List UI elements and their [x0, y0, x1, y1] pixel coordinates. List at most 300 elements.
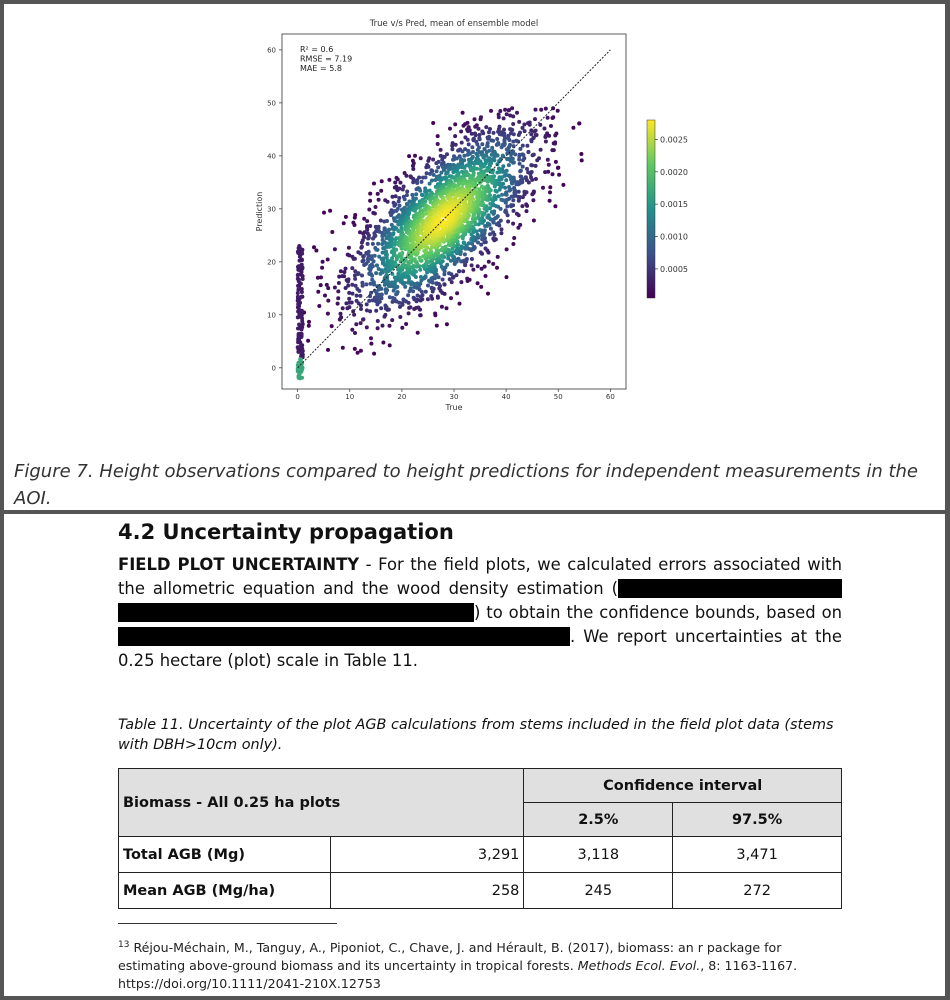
data-point	[404, 322, 408, 326]
data-point	[298, 345, 302, 349]
data-point	[467, 142, 471, 146]
row-value: 3,291	[330, 837, 524, 873]
field-plot-paragraph	[118, 553, 842, 673]
data-point	[470, 145, 474, 149]
data-point	[397, 196, 401, 200]
data-point	[300, 258, 304, 262]
data-point	[435, 281, 439, 285]
data-point	[487, 213, 491, 217]
data-point	[548, 190, 552, 194]
y-tick-label: 30	[267, 205, 276, 214]
data-point	[524, 202, 528, 206]
data-point	[391, 233, 395, 237]
data-point	[520, 204, 524, 208]
data-point	[296, 288, 300, 292]
data-point	[350, 301, 354, 305]
data-point	[445, 263, 449, 267]
data-point	[296, 273, 300, 277]
data-point	[466, 138, 470, 142]
data-point	[463, 252, 467, 256]
data-point	[387, 228, 391, 232]
data-point	[433, 178, 437, 182]
data-point	[359, 321, 363, 325]
data-point	[550, 148, 554, 152]
data-point	[471, 268, 475, 272]
data-point	[418, 256, 422, 260]
data-point	[548, 185, 552, 189]
data-point	[424, 274, 428, 278]
data-point	[535, 158, 539, 162]
data-point	[503, 186, 507, 190]
data-point	[518, 147, 522, 151]
data-point	[507, 138, 511, 142]
data-point	[433, 312, 437, 316]
footnote-text: Réjou-Méchain, M., Tanguy, A., Piponiot, C., Chave, J. and Hérault, B. (2017), biomass: an r package for estimating above-ground biomass and its uncertainty in tropical forests.	[118, 940, 782, 974]
data-point	[440, 305, 444, 309]
data-point	[462, 124, 466, 128]
data-point	[533, 117, 537, 121]
data-point	[296, 327, 300, 331]
data-point	[529, 163, 533, 167]
colorbar-tick-label: 0.0020	[660, 167, 688, 177]
confidence-interval-header: Confidence interval	[524, 769, 842, 803]
figure-panel	[4, 4, 945, 510]
data-point	[396, 290, 400, 294]
data-point	[376, 248, 380, 252]
y-tick-label: 0	[271, 364, 276, 373]
data-point	[400, 326, 404, 330]
data-point	[505, 204, 509, 208]
data-point	[330, 230, 334, 234]
data-point	[342, 270, 346, 274]
data-point	[298, 357, 302, 361]
data-point	[556, 109, 560, 113]
data-point	[503, 108, 507, 112]
data-point	[355, 294, 359, 298]
data-point	[357, 272, 361, 276]
data-point	[495, 143, 499, 147]
data-point	[579, 152, 583, 156]
colorbar	[647, 120, 655, 298]
data-point	[300, 368, 304, 372]
data-point	[522, 190, 526, 194]
data-point	[526, 150, 530, 154]
chart-title: True v/s Pred, mean of ensemble model	[369, 19, 539, 29]
data-point	[457, 148, 461, 152]
data-point	[435, 169, 439, 173]
data-point	[337, 281, 341, 285]
data-point	[448, 127, 452, 131]
data-point	[488, 202, 492, 206]
data-point	[387, 178, 391, 182]
data-point	[296, 302, 300, 306]
data-point	[354, 322, 358, 326]
data-point	[493, 158, 497, 162]
x-tick-label: 0	[295, 393, 300, 401]
data-point	[333, 286, 337, 290]
row-ci-low: 3,118	[524, 837, 673, 873]
data-point	[414, 306, 418, 310]
data-point	[557, 173, 561, 177]
paragraph-text-1: - For the field plots, we calculated errors associated with the allometric equation and the wood density estimation (	[118, 555, 842, 598]
data-point	[344, 267, 348, 271]
data-point	[437, 160, 441, 164]
data-point	[362, 258, 366, 262]
table-row	[119, 873, 842, 909]
data-point	[488, 232, 492, 236]
data-point	[525, 209, 529, 213]
data-point	[531, 198, 535, 202]
data-point	[336, 296, 340, 300]
data-point	[515, 212, 519, 216]
data-point	[312, 245, 316, 249]
data-point	[366, 260, 370, 264]
data-point	[511, 122, 515, 126]
data-point	[339, 312, 343, 316]
data-point	[344, 215, 348, 219]
data-point	[491, 139, 495, 143]
data-point	[397, 199, 401, 203]
paragraph-lead: FIELD PLOT UNCERTAINTY	[118, 555, 360, 574]
data-point	[543, 135, 547, 139]
data-point	[359, 349, 363, 353]
data-point	[436, 142, 440, 146]
data-point	[375, 264, 379, 268]
data-point	[404, 174, 408, 178]
data-point	[360, 241, 364, 245]
data-point	[532, 219, 536, 223]
data-point	[518, 162, 522, 166]
data-point	[360, 281, 364, 285]
data-point	[486, 292, 490, 296]
data-point	[428, 172, 432, 176]
data-point	[394, 209, 398, 213]
data-point	[474, 133, 478, 137]
data-point	[371, 242, 375, 246]
data-point	[487, 260, 491, 264]
row-value: 258	[330, 873, 524, 909]
x-axis-label: True	[445, 403, 463, 412]
data-point	[480, 142, 484, 146]
data-point	[436, 134, 440, 138]
data-point	[495, 171, 499, 175]
data-point	[530, 192, 534, 196]
data-point	[534, 177, 538, 181]
data-point	[361, 317, 365, 321]
data-point	[561, 183, 565, 187]
data-point	[367, 208, 371, 212]
data-point	[369, 342, 373, 346]
data-point	[296, 291, 300, 295]
data-point	[487, 130, 491, 134]
data-point	[316, 290, 320, 294]
data-point	[462, 241, 466, 245]
colorbar-tick-label: 0.0015	[660, 200, 688, 210]
data-point	[297, 369, 301, 373]
data-point	[414, 192, 418, 196]
data-point	[368, 224, 372, 228]
y-tick-label: 10	[267, 311, 276, 320]
data-point	[449, 296, 453, 300]
x-tick-label: 20	[397, 393, 407, 401]
data-point	[350, 328, 354, 332]
data-point	[492, 131, 496, 135]
data-point	[455, 291, 459, 295]
data-point	[486, 144, 490, 148]
data-point	[553, 204, 557, 208]
row-ci-low: 245	[524, 873, 673, 909]
data-point	[414, 197, 418, 201]
data-point	[500, 145, 504, 149]
data-point	[511, 222, 515, 226]
data-point	[365, 302, 369, 306]
section-heading: 4.2 Uncertainty propagation	[118, 520, 454, 544]
data-point	[388, 343, 392, 347]
data-point	[443, 168, 447, 172]
data-point	[389, 213, 393, 217]
data-point	[347, 305, 351, 309]
data-point	[346, 284, 350, 288]
data-point	[321, 260, 325, 264]
data-point	[372, 259, 376, 263]
data-point	[491, 237, 495, 241]
data-point	[379, 219, 383, 223]
data-point	[455, 156, 459, 160]
data-point	[377, 198, 381, 202]
data-point	[479, 117, 483, 121]
data-point	[379, 189, 383, 193]
data-point	[529, 175, 533, 179]
data-point	[505, 157, 509, 161]
data-point	[380, 179, 384, 183]
data-point	[306, 339, 310, 343]
data-point	[358, 294, 362, 298]
data-point	[359, 252, 363, 256]
data-point	[416, 294, 420, 298]
data-point	[521, 165, 525, 169]
x-tick-label: 10	[345, 393, 355, 401]
redaction-block	[618, 579, 842, 598]
data-point	[296, 284, 300, 288]
data-point	[415, 181, 419, 185]
data-point	[497, 176, 501, 180]
data-point	[476, 264, 480, 268]
data-point	[297, 278, 301, 282]
data-point	[366, 242, 370, 246]
row-header-cell: Biomass - All 0.25 ha plots	[119, 769, 524, 837]
data-point	[515, 111, 519, 115]
data-point	[419, 156, 423, 160]
data-point	[376, 192, 380, 196]
data-point	[499, 231, 503, 235]
data-point	[376, 319, 380, 323]
data-point	[353, 277, 357, 281]
data-point	[517, 133, 521, 137]
data-point	[453, 134, 457, 138]
data-point	[483, 224, 487, 228]
data-point	[307, 324, 311, 328]
data-point	[460, 149, 464, 153]
data-point	[461, 111, 465, 115]
data-point	[373, 254, 377, 258]
data-point	[374, 271, 378, 275]
data-point	[441, 278, 445, 282]
data-point	[373, 234, 377, 238]
data-point	[496, 255, 500, 259]
data-point	[481, 131, 485, 135]
y-tick-label: 20	[267, 258, 276, 267]
data-point	[300, 274, 304, 278]
data-point	[330, 324, 334, 328]
scatter-plot	[4, 4, 945, 434]
data-point	[512, 209, 516, 213]
data-point	[326, 312, 330, 316]
data-point	[390, 318, 394, 322]
data-point	[326, 258, 330, 262]
data-point	[450, 144, 454, 148]
data-point	[367, 250, 371, 254]
data-point	[341, 306, 345, 310]
data-point	[539, 148, 543, 152]
data-point	[479, 250, 483, 254]
redaction-block	[118, 603, 474, 622]
data-point	[369, 282, 373, 286]
data-point	[445, 306, 449, 310]
data-point	[476, 281, 480, 285]
data-point	[407, 311, 411, 315]
data-point	[360, 245, 364, 249]
data-point	[298, 335, 302, 339]
data-point	[504, 178, 508, 182]
data-point	[376, 326, 380, 330]
data-point	[551, 116, 555, 120]
data-point	[374, 309, 378, 313]
data-point	[372, 280, 376, 284]
data-point	[431, 158, 435, 162]
data-point	[356, 351, 360, 355]
data-point	[408, 305, 412, 309]
data-point	[497, 167, 501, 171]
data-point	[420, 180, 424, 184]
paragraph-text-3: . We report uncertainties at the 0.25 hectare (plot) scale in Table 11.	[118, 627, 842, 670]
data-point	[300, 263, 304, 267]
data-point	[521, 144, 525, 148]
data-point	[297, 372, 301, 376]
data-point	[418, 313, 422, 317]
data-point	[339, 315, 343, 319]
data-point	[523, 129, 527, 133]
ci-high-header: 97.5%	[673, 803, 842, 837]
data-point	[365, 325, 369, 329]
data-point	[497, 115, 501, 119]
data-point	[368, 192, 372, 196]
data-point	[512, 186, 516, 190]
figure-caption: Figure 7. Height observations compared to height predictions for independent measurements in the AOI.	[14, 461, 918, 509]
data-point	[347, 291, 351, 295]
data-point	[405, 190, 409, 194]
data-point	[546, 116, 550, 120]
data-point	[347, 246, 351, 250]
data-point	[490, 146, 494, 150]
data-point	[548, 199, 552, 203]
data-point	[426, 284, 430, 288]
data-point	[403, 197, 407, 201]
data-point	[460, 245, 464, 249]
data-point	[507, 108, 511, 112]
footnote-divider	[118, 923, 337, 924]
data-point	[534, 108, 538, 112]
data-point	[556, 166, 560, 170]
data-point	[296, 268, 300, 272]
data-point	[350, 266, 354, 270]
redaction-block	[118, 627, 570, 646]
data-point	[379, 306, 383, 310]
data-point	[371, 264, 375, 268]
data-point	[577, 122, 581, 126]
data-point	[374, 205, 378, 209]
data-point	[477, 127, 481, 131]
data-point	[459, 280, 463, 284]
data-point	[442, 282, 446, 286]
data-point	[396, 177, 400, 181]
data-point	[400, 251, 404, 255]
data-point	[326, 348, 330, 352]
data-point	[347, 277, 351, 281]
data-point	[314, 249, 318, 253]
data-point	[300, 376, 304, 380]
data-point	[512, 236, 516, 240]
data-point	[517, 158, 521, 162]
data-point	[441, 246, 445, 250]
data-point	[326, 299, 330, 303]
data-point	[499, 198, 503, 202]
colorbar-tick-label: 0.0005	[660, 264, 688, 274]
data-point	[300, 317, 304, 321]
data-point	[383, 313, 387, 317]
data-point	[383, 304, 387, 308]
table-caption: Table 11. Uncertainty of the plot AGB calculations from stems included in the field plot data (stems with DBH>10cm only).	[118, 717, 834, 753]
data-point	[298, 297, 302, 301]
data-point	[359, 307, 363, 311]
data-point	[307, 320, 311, 324]
data-point	[454, 143, 458, 147]
stats-line: RMSE = 7.19	[300, 54, 353, 64]
data-point	[418, 189, 422, 193]
data-point	[425, 171, 429, 175]
data-point	[448, 277, 452, 281]
data-point	[551, 172, 555, 176]
data-point	[401, 298, 405, 302]
data-point	[511, 140, 515, 144]
data-point	[394, 194, 398, 198]
data-point	[512, 132, 516, 136]
data-point	[554, 160, 558, 164]
data-point	[484, 247, 488, 251]
data-point	[320, 266, 324, 270]
data-point	[401, 188, 405, 192]
data-point	[543, 127, 547, 131]
data-point	[300, 287, 304, 291]
data-point	[544, 107, 548, 111]
data-point	[333, 247, 337, 251]
data-point	[444, 172, 448, 176]
data-point	[411, 167, 415, 171]
data-point	[475, 196, 479, 200]
data-point	[549, 124, 553, 128]
row-label: Mean AGB (Mg/ha)	[119, 873, 331, 909]
stats-line: MAE = 5.8	[300, 64, 342, 73]
data-point	[466, 121, 470, 125]
